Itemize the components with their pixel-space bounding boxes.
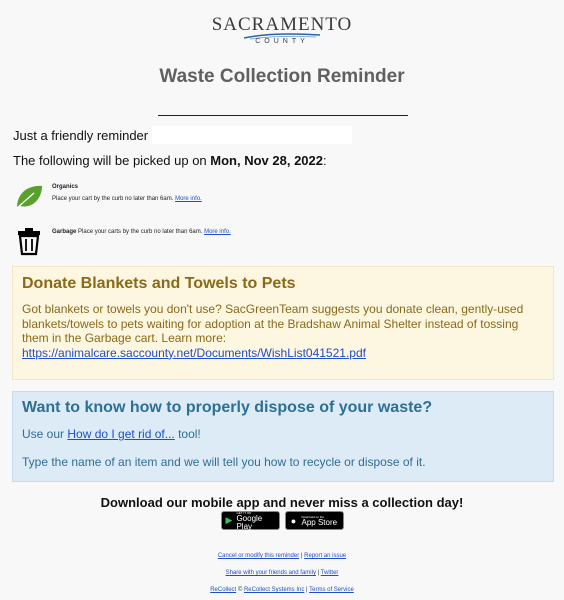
how-do-i-get-rid-of-link[interactable]: How do I get rid of... xyxy=(67,427,175,441)
footer-line-1 xyxy=(0,553,564,559)
pickup-prefix: The following will be picked up on xyxy=(13,153,211,168)
pickup-line xyxy=(13,153,327,168)
logo-sub-text: COUNTY xyxy=(255,38,309,45)
footer-line-3 xyxy=(0,587,564,593)
google-play-small-text: GET IT ON xyxy=(236,510,252,515)
share-link[interactable]: Share with your friends and family xyxy=(225,570,316,576)
more-info-link-garbage[interactable]: More info. xyxy=(204,229,231,235)
footer-separator: | xyxy=(299,553,305,559)
google-play-badge[interactable] xyxy=(221,511,280,530)
donate-link[interactable]: https://animalcare.saccounty.net/Documents/WishList041521.pdf xyxy=(22,345,366,360)
greeting-text: Just a friendly reminder xyxy=(13,127,149,143)
report-issue-link[interactable]: Report an issue xyxy=(304,553,347,559)
list-item-garbage xyxy=(14,226,231,256)
logo-main-text: SACRAMENTO xyxy=(211,14,353,35)
play-triangle-icon: ▶ xyxy=(225,515,233,525)
item-instruction-organics: Place your cart by the curb no later than 6am. xyxy=(52,196,174,202)
pickup-date: Mon, Nov 28, 2022 xyxy=(210,153,323,168)
list-item-organics xyxy=(14,181,202,211)
leaf-icon xyxy=(14,181,44,211)
greeting xyxy=(13,126,352,144)
cancel-reminder-link[interactable]: Cancel or modify this reminder xyxy=(217,553,300,559)
organics-text xyxy=(52,181,202,205)
donate-notice xyxy=(12,266,554,380)
donate-body-text: Got blankets or towels you don't use? SacGreenTeam suggests you donate clean, gently-used blankets/towels to pets waiting for adoption at the Bradshaw Animal Shelter instead of tossing them in the Garbage cart. Learn more: xyxy=(22,302,524,345)
title-divider xyxy=(158,115,408,116)
garbage-text xyxy=(52,226,231,238)
dispose-line1-prefix: Use our xyxy=(22,427,68,441)
donate-heading: Donate Blankets and Towels to Pets xyxy=(22,275,296,292)
recollect-link[interactable]: ReCollect xyxy=(210,587,237,593)
item-name-organics: Organics xyxy=(52,184,79,190)
app-store-badge[interactable] xyxy=(285,511,344,530)
apple-icon: ● xyxy=(290,515,297,526)
item-instruction-garbage: Place your carts by the curb no later than 6am. xyxy=(78,229,203,235)
trash-can-icon xyxy=(14,226,44,256)
footer-separator: | xyxy=(304,587,310,593)
app-download-heading: Download our mobile app and never miss a collection day! xyxy=(100,495,464,510)
more-info-link-organics[interactable]: More info. xyxy=(175,196,202,202)
dispose-heading: Want to know how to properly dispose of your waste? xyxy=(22,399,433,416)
footer-separator: | xyxy=(315,570,321,576)
copyright-symbol: © xyxy=(237,587,244,593)
google-play-big-text: Google Play xyxy=(236,513,263,531)
sacramento-county-logo xyxy=(0,14,564,45)
app-store-small-text: Download on the xyxy=(301,514,325,519)
redacted-name-block xyxy=(152,126,352,144)
twitter-link[interactable]: Twitter xyxy=(320,570,339,576)
app-store-big-text: App Store xyxy=(301,517,338,527)
donate-body xyxy=(22,302,544,360)
terms-of-service-link[interactable]: Terms of Service xyxy=(309,587,354,593)
dispose-line1-suffix: tool! xyxy=(174,427,201,441)
dispose-line2: Type the name of an item and we will tell you how to recycle or dispose of it. xyxy=(22,455,426,469)
footer-line-2 xyxy=(0,570,564,576)
page-title: Waste Collection Reminder xyxy=(159,66,405,87)
item-desc-organics xyxy=(52,193,202,205)
recollect-systems-link[interactable]: ReCollect Systems Inc xyxy=(243,587,305,593)
app-badges xyxy=(0,511,564,530)
item-name-garbage: Garbage xyxy=(52,229,77,235)
dispose-line1 xyxy=(22,427,544,441)
dispose-notice xyxy=(12,391,554,482)
pickup-suffix: : xyxy=(323,153,327,168)
